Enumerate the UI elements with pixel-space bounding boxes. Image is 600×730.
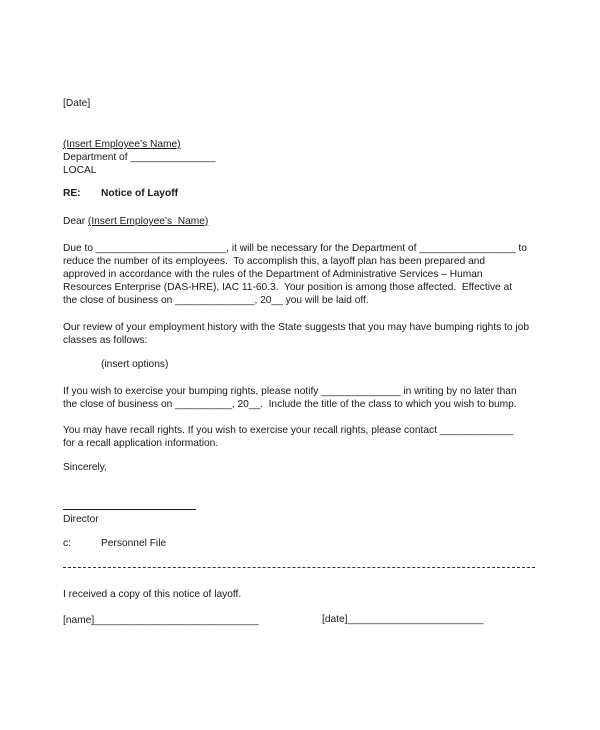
re-subject: Notice of Layoff	[101, 188, 178, 199]
paragraph-3-line-1: If you wish to exercise your bumping rights, please notify ______________ in writing by no later than	[63, 386, 517, 397]
paragraph-1-line-1: Due to _______________________, it will be necessary for the Department of _________________ to	[63, 243, 527, 254]
tear-line	[63, 567, 535, 568]
recipient-local: LOCAL	[63, 165, 97, 176]
acknowledgment: I received a copy of this notice of layoff.	[63, 589, 242, 600]
cc-label: c:	[63, 538, 71, 549]
name-field: [name]_____________________________	[63, 615, 259, 626]
paragraph-3-line-2: the close of business on __________, 20__. Include the title of the class to which you wish to bump.	[63, 399, 517, 410]
signer-title: Director	[63, 514, 99, 525]
paragraph-2-line-2: classes as follows:	[63, 335, 148, 346]
paragraph-4-line-1: You may have recall rights. If you wish to exercise your recall rights, please contact _____________	[63, 425, 514, 436]
insert-options: (insert options)	[101, 359, 169, 370]
salutation-prefix: Dear	[63, 216, 88, 227]
re-label: RE:	[63, 188, 81, 199]
paragraph-1-line-5: the close of business on ______________, 20__ you will be laid off.	[63, 295, 369, 306]
salutation	[63, 215, 208, 228]
signature-line	[63, 509, 196, 510]
cc-text: Personnel File	[101, 538, 167, 549]
recipient-department: Department of _______________	[63, 152, 216, 163]
paragraph-1-line-2: reduce the number of its employees. To accomplish this, a layoff plan has been prepared and	[63, 256, 486, 267]
paragraph-1-line-3: approved in accordance with the rules of the Department of Administrative Services – Human	[63, 269, 483, 280]
date-field: [date]________________________	[322, 614, 484, 625]
letter-date: [Date]	[63, 98, 91, 109]
paragraph-4-line-2: for a recall application information.	[63, 438, 219, 449]
paragraph-2-line-1: Our review of your employment history with the State suggests that you may have bumping rights to job	[63, 322, 530, 333]
paragraph-1-line-4: Resources Enterprise (DAS-HRE), IAC 11-60.3. Your position is among those affected. Effective at	[63, 282, 513, 293]
recipient-name: (Insert Employee’s Name)	[63, 139, 181, 150]
salutation-name: (Insert Employee’s Name)	[87, 216, 209, 227]
closing: Sincerely,	[63, 462, 107, 473]
